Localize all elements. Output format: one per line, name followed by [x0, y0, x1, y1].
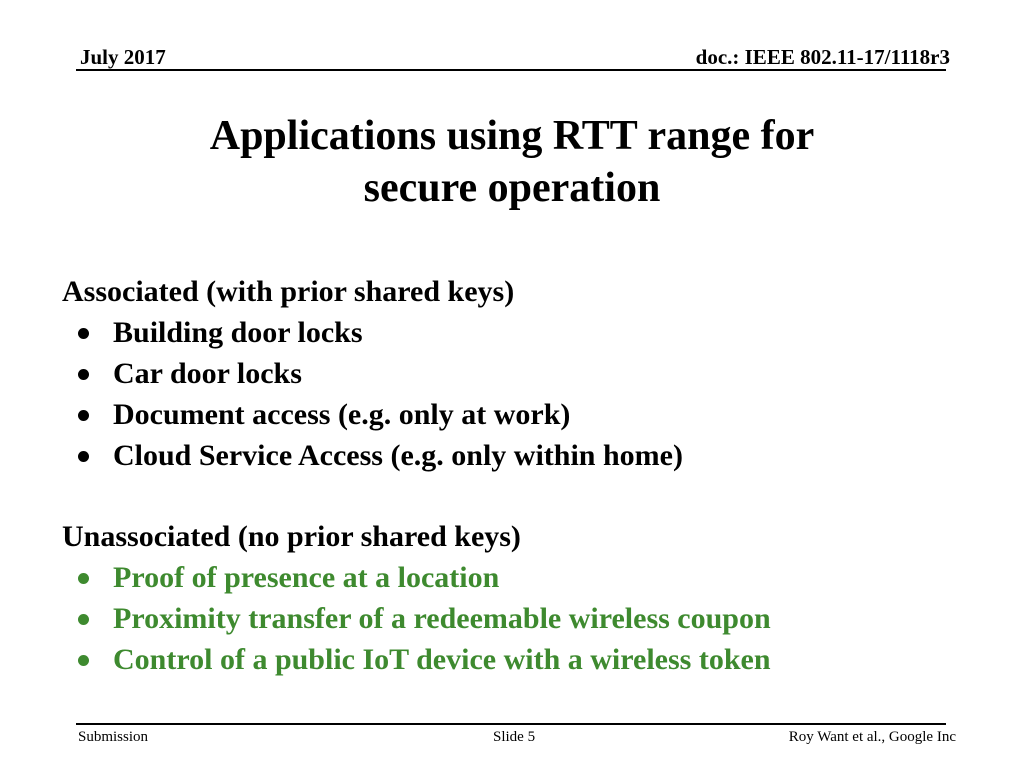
list-item-text: Proof of presence at a location: [113, 561, 500, 594]
list-item: [62, 435, 683, 476]
footer-submission: Submission: [78, 729, 149, 745]
footer-divider: [76, 723, 946, 725]
list-item: [62, 598, 771, 639]
list-item: [62, 557, 771, 598]
section-heading: Associated (with prior shared keys): [62, 275, 515, 308]
bullet-list: [62, 557, 771, 680]
slide-title: [0, 110, 1024, 214]
list-item: [62, 639, 771, 680]
bullet-dot-icon: [78, 410, 89, 421]
section-unassociated: [62, 517, 771, 680]
bullet-dot-icon: [78, 328, 89, 339]
footer-slide-number: Slide 5: [493, 729, 536, 745]
list-item-text: Building door locks: [113, 316, 363, 349]
header-doc-id: doc.: IEEE 802.11-17/1118r3: [695, 45, 950, 69]
list-item-text: Cloud Service Access (e.g. only within home): [113, 439, 683, 472]
slide-title-line-1: Applications using RTT range for: [209, 113, 815, 159]
bullet-list: [62, 312, 683, 476]
list-item: [62, 394, 683, 435]
bullet-dot-icon: [78, 655, 89, 666]
list-item: [62, 312, 683, 353]
bullet-dot-icon: [78, 451, 89, 462]
header-divider: [76, 69, 946, 71]
list-item-text: Control of a public IoT device with a wireless token: [113, 643, 771, 676]
bullet-dot-icon: [78, 369, 89, 380]
section-associated: [62, 272, 683, 476]
list-item: [62, 353, 683, 394]
list-item-text: Document access (e.g. only at work): [113, 398, 571, 431]
header-date: July 2017: [80, 45, 166, 69]
slide-title-line-2: secure operation: [363, 165, 661, 211]
list-item-text: Proximity transfer of a redeemable wireless coupon: [113, 602, 771, 635]
bullet-dot-icon: [78, 614, 89, 625]
footer-author: Roy Want et al., Google Inc: [788, 729, 956, 745]
list-item-text: Car door locks: [113, 357, 302, 390]
bullet-dot-icon: [78, 573, 89, 584]
section-heading: Unassociated (no prior shared keys): [62, 520, 521, 553]
